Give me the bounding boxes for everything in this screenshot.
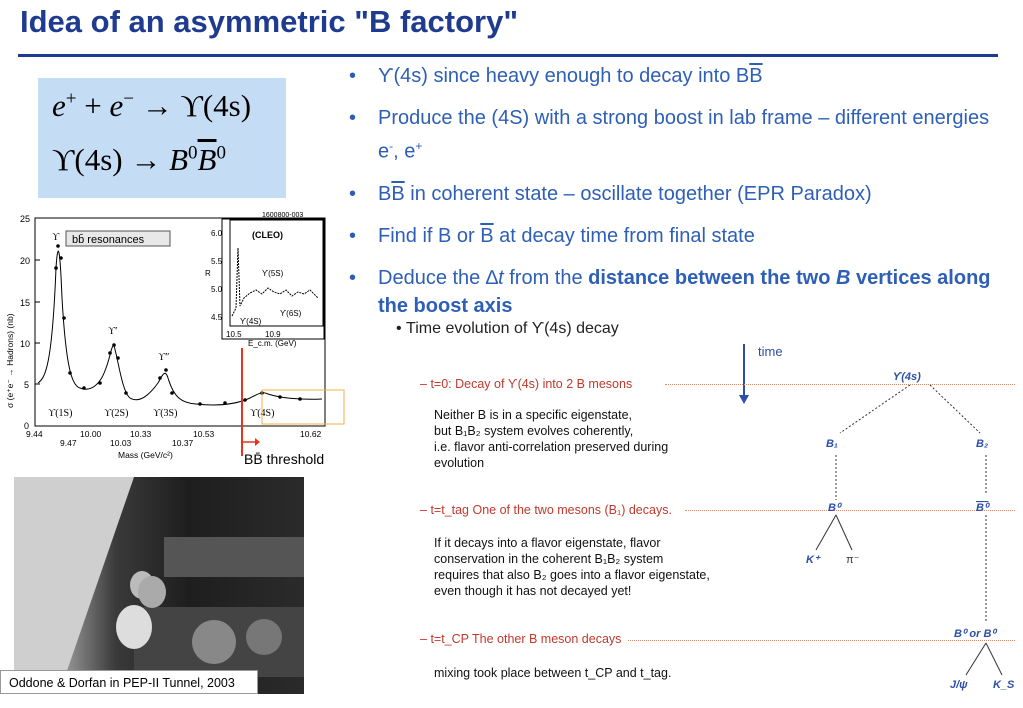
y-axis-label: σ (e⁺e⁻ → Hadrons) (nb) <box>5 313 15 408</box>
x-tick: 10.53 <box>193 429 215 439</box>
tree-b1: B₁ <box>826 438 838 450</box>
bullet-item: • $B\overline{B}$ in coherent state – oscillate together (EPR Paradox) <box>345 180 1013 208</box>
stage-ttag-heading: – t=t_tag One of the two mesons (B₁) decays. <box>420 503 672 517</box>
equation-box <box>38 78 286 198</box>
inset-y-label: R <box>205 269 211 278</box>
inset-x-tick: 10.5 <box>226 330 242 339</box>
upsilon-dprime-label: ϒ″ <box>158 352 170 363</box>
title-divider <box>18 54 998 57</box>
inset-5s-label: ϒ(5S) <box>262 269 284 278</box>
bullet-item: • Find if B or $\overline{B}$ at decay time from final state <box>345 222 1013 250</box>
y-tick: 0 <box>24 421 30 431</box>
stage-tcp-body: mixing took place between t_CP and t_tag. <box>434 666 672 680</box>
bullet-item: • Deduce the ∆t from the distance between the two B vertices along the boost axis <box>345 264 1013 320</box>
y-tick: 10 <box>20 339 31 349</box>
stage-t0-heading: – t=0: Decay of ϒ(4s) into 2 B mesons <box>420 377 633 391</box>
upsilon-label: ϒ <box>52 232 60 243</box>
y-tick: 20 <box>20 256 31 266</box>
tree-jpsi: J/ψ <box>950 679 968 691</box>
inset-6s-label: ϒ(6S) <box>280 309 302 318</box>
x-axis-label: Mass (GeV/c²) <box>118 450 173 460</box>
threshold-label: BB̄ threshold <box>244 451 325 467</box>
inset-y-tick: 6.0 <box>211 229 223 238</box>
tree-b2: B₂ <box>976 438 989 450</box>
slide-title: Idea of an asymmetric "B factory" <box>20 4 519 39</box>
tree-mix: B⁰ or B⁰ <box>954 628 996 640</box>
tree-root: ϒ(4s) <box>893 371 921 383</box>
bullet-item: • ϒ(4s) since heavy enough to decay into $B\overline{B}$ <box>345 62 1013 90</box>
decay-tree <box>790 365 1023 695</box>
x-tick: 9.44 <box>26 429 43 439</box>
inset-4s-label: ϒ(4S) <box>240 317 262 326</box>
stage-t0-body: Neither B is in a specific eigenstate, but B₁B₂ system evolves coherently, i.e. flavor anti-correlation preserved during evolution <box>434 408 669 470</box>
inset-x-label: E_c.m. (GeV) <box>248 339 297 348</box>
bullet-list <box>345 62 1013 334</box>
bullet-dot: • <box>396 320 407 337</box>
inset-title: (CLEO) <box>252 230 283 240</box>
x-tick: 10.00 <box>80 429 102 439</box>
x-tick: 10.37 <box>172 438 194 448</box>
bb-resonances-label: bb̄ resonances <box>72 234 145 246</box>
upsilon-prime-label: ϒ′ <box>108 326 118 337</box>
inset-y-tick: 4.5 <box>211 313 223 322</box>
tunnel-photo <box>14 477 304 694</box>
x-tick: 10.03 <box>110 438 132 448</box>
tree-ks: K_S <box>993 679 1015 691</box>
stage-tcp-heading: – t=t_CP The other B meson decays <box>420 632 622 646</box>
x-tick: 9.47 <box>60 438 77 448</box>
photo-caption: Oddone & Dorfan in PEP-II Tunnel, 2003 <box>0 670 258 694</box>
upsilon-resonance-plot <box>0 208 345 470</box>
inset-y-tick: 5.5 <box>211 257 223 266</box>
stage-ttag-body: If it decays into a flavor eigenstate, flavor conservation in the coherent B₁B₂ system requires that also B₂ goes into a flavor eigenstate, even though it has not decayed yet! <box>434 536 710 598</box>
equation-production: e+ + e− → ϒ(4s) <box>52 88 252 123</box>
upsilon-3s-label: ϒ(3S) <box>153 408 178 419</box>
figure-id: 1600800-003 <box>262 212 304 219</box>
x-tick: 10.33 <box>130 429 152 439</box>
inset-x-tick: 10.9 <box>265 330 281 339</box>
upsilon-1s-label: ϒ(1S) <box>48 408 73 419</box>
bullet-item: • Produce the (4S) with a strong boost in lab frame – different energies e-, e+ <box>345 104 1013 166</box>
upsilon-2s-label: ϒ(2S) <box>104 408 129 419</box>
y-tick: 15 <box>20 298 31 308</box>
y-tick: 5 <box>24 380 30 390</box>
y-tick: 25 <box>20 214 31 224</box>
tree-kplus: K⁺ <box>806 554 820 566</box>
tree-b0: B⁰ <box>828 502 841 514</box>
upsilon-4s-label: ϒ(4S) <box>250 408 275 419</box>
x-tick: 10.62 <box>300 429 322 439</box>
tree-b0bar: B⁰ <box>976 502 989 514</box>
tree-piminus: π⁻ <box>846 554 860 566</box>
equation-decay: $ϒ(4s) \to B^0\overline{B}^0$ <box>52 142 226 177</box>
inset-y-tick: 5.0 <box>211 285 223 294</box>
time-label: time <box>758 344 783 359</box>
evolution-header: • Time evolution of ϒ(4s) decay <box>396 320 619 337</box>
